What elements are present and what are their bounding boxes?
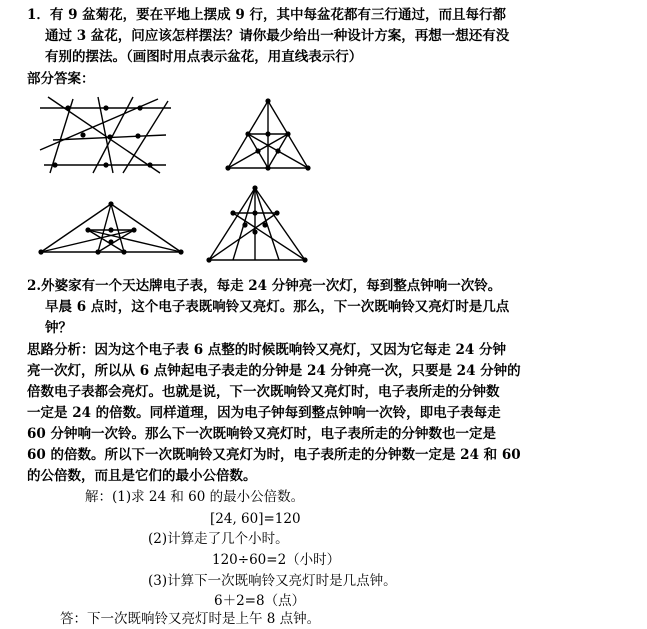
diagram-arrangement-3 xyxy=(36,200,186,258)
problem1-line2: 通过 3 盆花，问应该怎样摆法？请你最少给出一种设计方案，再想一想还有没 xyxy=(45,28,510,44)
diagram-arrangement-2 xyxy=(223,97,313,172)
diagram-arrangement-4 xyxy=(205,185,310,265)
analysis-line-6: 60 的倍数。所以下一次既响铃又亮灯为时，电子表所走的分钟数一定是 24 和 60 xyxy=(27,447,521,463)
solution-calc-3: 6＋2=8（点） xyxy=(214,593,306,609)
answer-label: 部分答案： xyxy=(27,71,95,87)
analysis-line-2: 亮一次灯，所以从 6 点钟起电子表走的分钟是 24 分钟亮一次，只要是 24 分钟的 xyxy=(27,363,521,379)
solution-calc-2: 120÷60=2（小时） xyxy=(212,552,341,568)
solution-calc-1: [24, 60]=120 xyxy=(210,511,301,527)
analysis-line-3: 倍数电子表都会亮灯。也就是说，下一次既响铃又亮灯时，电子表所走的分钟数 xyxy=(27,384,500,400)
solution-answer: 答：下一次既响铃又亮灯时是上午 8 点钟。 xyxy=(60,611,321,627)
problem2-line2: 早晨 6 点时，这个电子表既响铃又亮灯。那么，下一次既响铃又亮灯时是几点 xyxy=(45,299,510,315)
solution-step-3: (3)计算下一次既响铃又亮灯时是几点钟。 xyxy=(148,573,397,589)
problem2-line1: 2.外婆家有一个天达牌电子表，每走 24 分钟亮一次灯，每到整点钟响一次铃。 xyxy=(27,278,502,294)
problem1-line3: 有别的摆法。（画图时用点表示盆花，用直线表示行） xyxy=(45,49,363,65)
diagram-arrangement-1 xyxy=(38,95,173,175)
solution-step-2: (2)计算走了几个小时。 xyxy=(148,531,289,547)
problem1-line1: 1．有 9 盆菊花，要在平地上摆成 9 行，其中每盆花都有三行通过，而且每行都 xyxy=(27,7,506,23)
solution-step-1: 解：(1)求 24 和 60 的最小公倍数。 xyxy=(85,489,305,505)
analysis-line-5: 60 分钟响一次铃。那么下一次既响铃又亮灯时，电子表所走的分钟数也一定是 xyxy=(27,426,496,442)
problem2-line3: 钟？ xyxy=(45,320,72,336)
analysis-line-7: 的公倍数，而且是它们的最小公倍数。 xyxy=(27,468,257,484)
analysis-line-1: 思路分析：因为这个电子表 6 点整的时候既响铃又亮灯，又因为它每走 24 分钟 xyxy=(27,342,506,358)
analysis-line-4: 一定是 24 的倍数。同样道理，因为电子钟每到整点钟响一次铃，即电子表每走 xyxy=(27,405,501,421)
